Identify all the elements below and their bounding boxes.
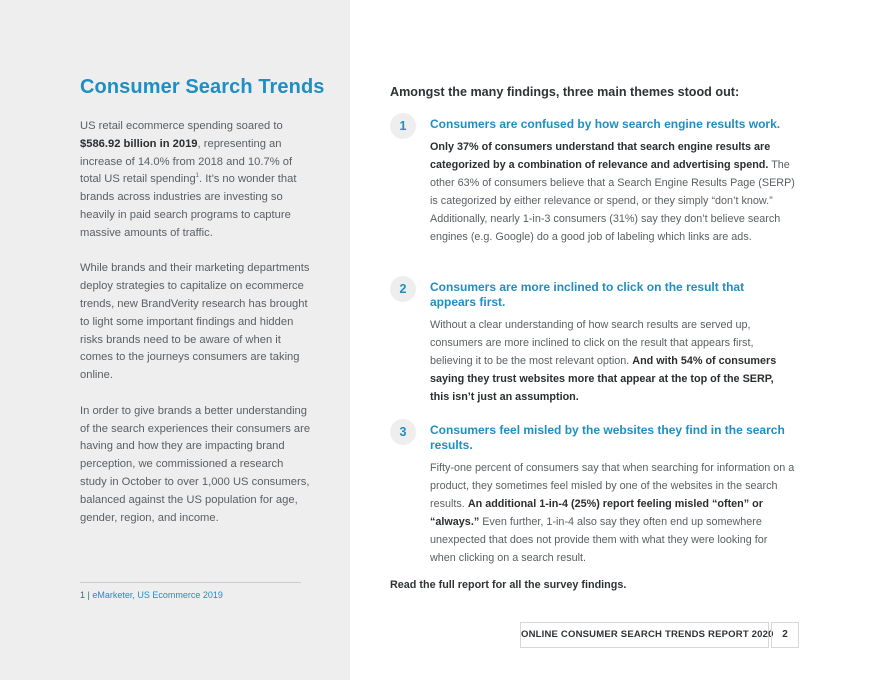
intro-paragraph-1 — [80, 118, 312, 243]
finding-text: The other 63% of consumers believe that a Search Engine Results Page (SERP) is categorized by either relevance or spend, or they simply “don’t know.” Additionally, nearly 1-in-3 consumers (31%) say they don’t believe search engines (e.g. Google) do a good job of labeling which links are ads. — [430, 158, 795, 243]
finding-text: Without a clear understanding of how search results are served up, consumers are more inclined to click on the result that appears first, believing it to be the most relevant option. — [430, 319, 754, 367]
report-cta-text: Read the full report for all the survey findings. — [390, 579, 627, 591]
footnote — [80, 590, 223, 600]
footnote-divider — [80, 582, 301, 583]
finding-body — [430, 460, 795, 567]
finding-bold-text: Only 37% of consumers understand that search engine results are categorized by a combination of relevance and advertising spend. — [430, 141, 771, 171]
finding-number-badge: 3 — [390, 419, 416, 445]
finding-number-badge: 2 — [390, 276, 416, 302]
finding-number-badge: 1 — [390, 113, 416, 139]
finding-body — [430, 317, 795, 407]
report-title-footer: ONLINE CONSUMER SEARCH TRENDS REPORT 2020 — [520, 622, 769, 648]
p1-highlight-figure: $586.92 billion in 2019 — [80, 137, 198, 150]
finding-bold-text: And with 54% of consumers saying they trust websites more that appear at the top of the SERP, this isn’t just an assumption. — [430, 354, 777, 403]
p1-text-d: . It’s no wonder that brands across industries are investing so heavily in paid search programs to capture massive amounts of traffic. — [80, 173, 297, 239]
finding-text: Fifty-one percent of consumers say that when searching for information on a product, they sometimes feel misled by one of the websites in the search results. — [430, 462, 795, 510]
footnote-number: 1 — [80, 590, 86, 600]
section-title: Consumer Search Trends — [80, 76, 325, 98]
finding-bold-text: An additional 1-in-4 (25%) report feeling misled “often” or “always.” — [430, 497, 763, 528]
intro-column — [80, 118, 312, 545]
footnote-source: eMarketer, US Ecommerce 2019 — [92, 590, 223, 600]
page-number: 2 — [771, 622, 799, 648]
intro-paragraph-3: In order to give brands a better understanding of the search experiences their consumers are having and how they are impacting brand perception, we commissioned a research study in October to over 1,000 US consumers, balanced against the US population for age, gender, region, and income. — [80, 404, 311, 524]
p1-text-a: US retail ecommerce spending soared to — [80, 120, 283, 132]
intro-paragraph-2: While brands and their marketing departments deploy strategies to capitalize on ecommerce trends, new BrandVerity research has brought to light some important findings and hidden risks brands need to be aware of when it comes to the journeys consumers are taking online. — [80, 262, 310, 382]
finding-text-continued: Even further, 1-in-4 also say they often end up somewhere unexpected that does not provide them with what they were looking for when clicking on a search result. — [430, 515, 768, 564]
findings-intro: Amongst the many findings, three main themes stood out: — [390, 85, 740, 99]
finding-body — [430, 139, 795, 246]
finding-title: Consumers are confused by how search engine results work. — [430, 117, 781, 131]
finding-title: Consumers are more inclined to click on the result that appears first. — [430, 280, 745, 309]
p1-text-c: , representing an increase of 14.0% from 2018 and 10.7% of total US retail spending — [80, 137, 293, 186]
footnote-marker: 1 — [195, 173, 200, 180]
footnote-separator: | — [85, 590, 93, 600]
finding-title: Consumers feel misled by the websites they find in the search results. — [430, 423, 785, 452]
